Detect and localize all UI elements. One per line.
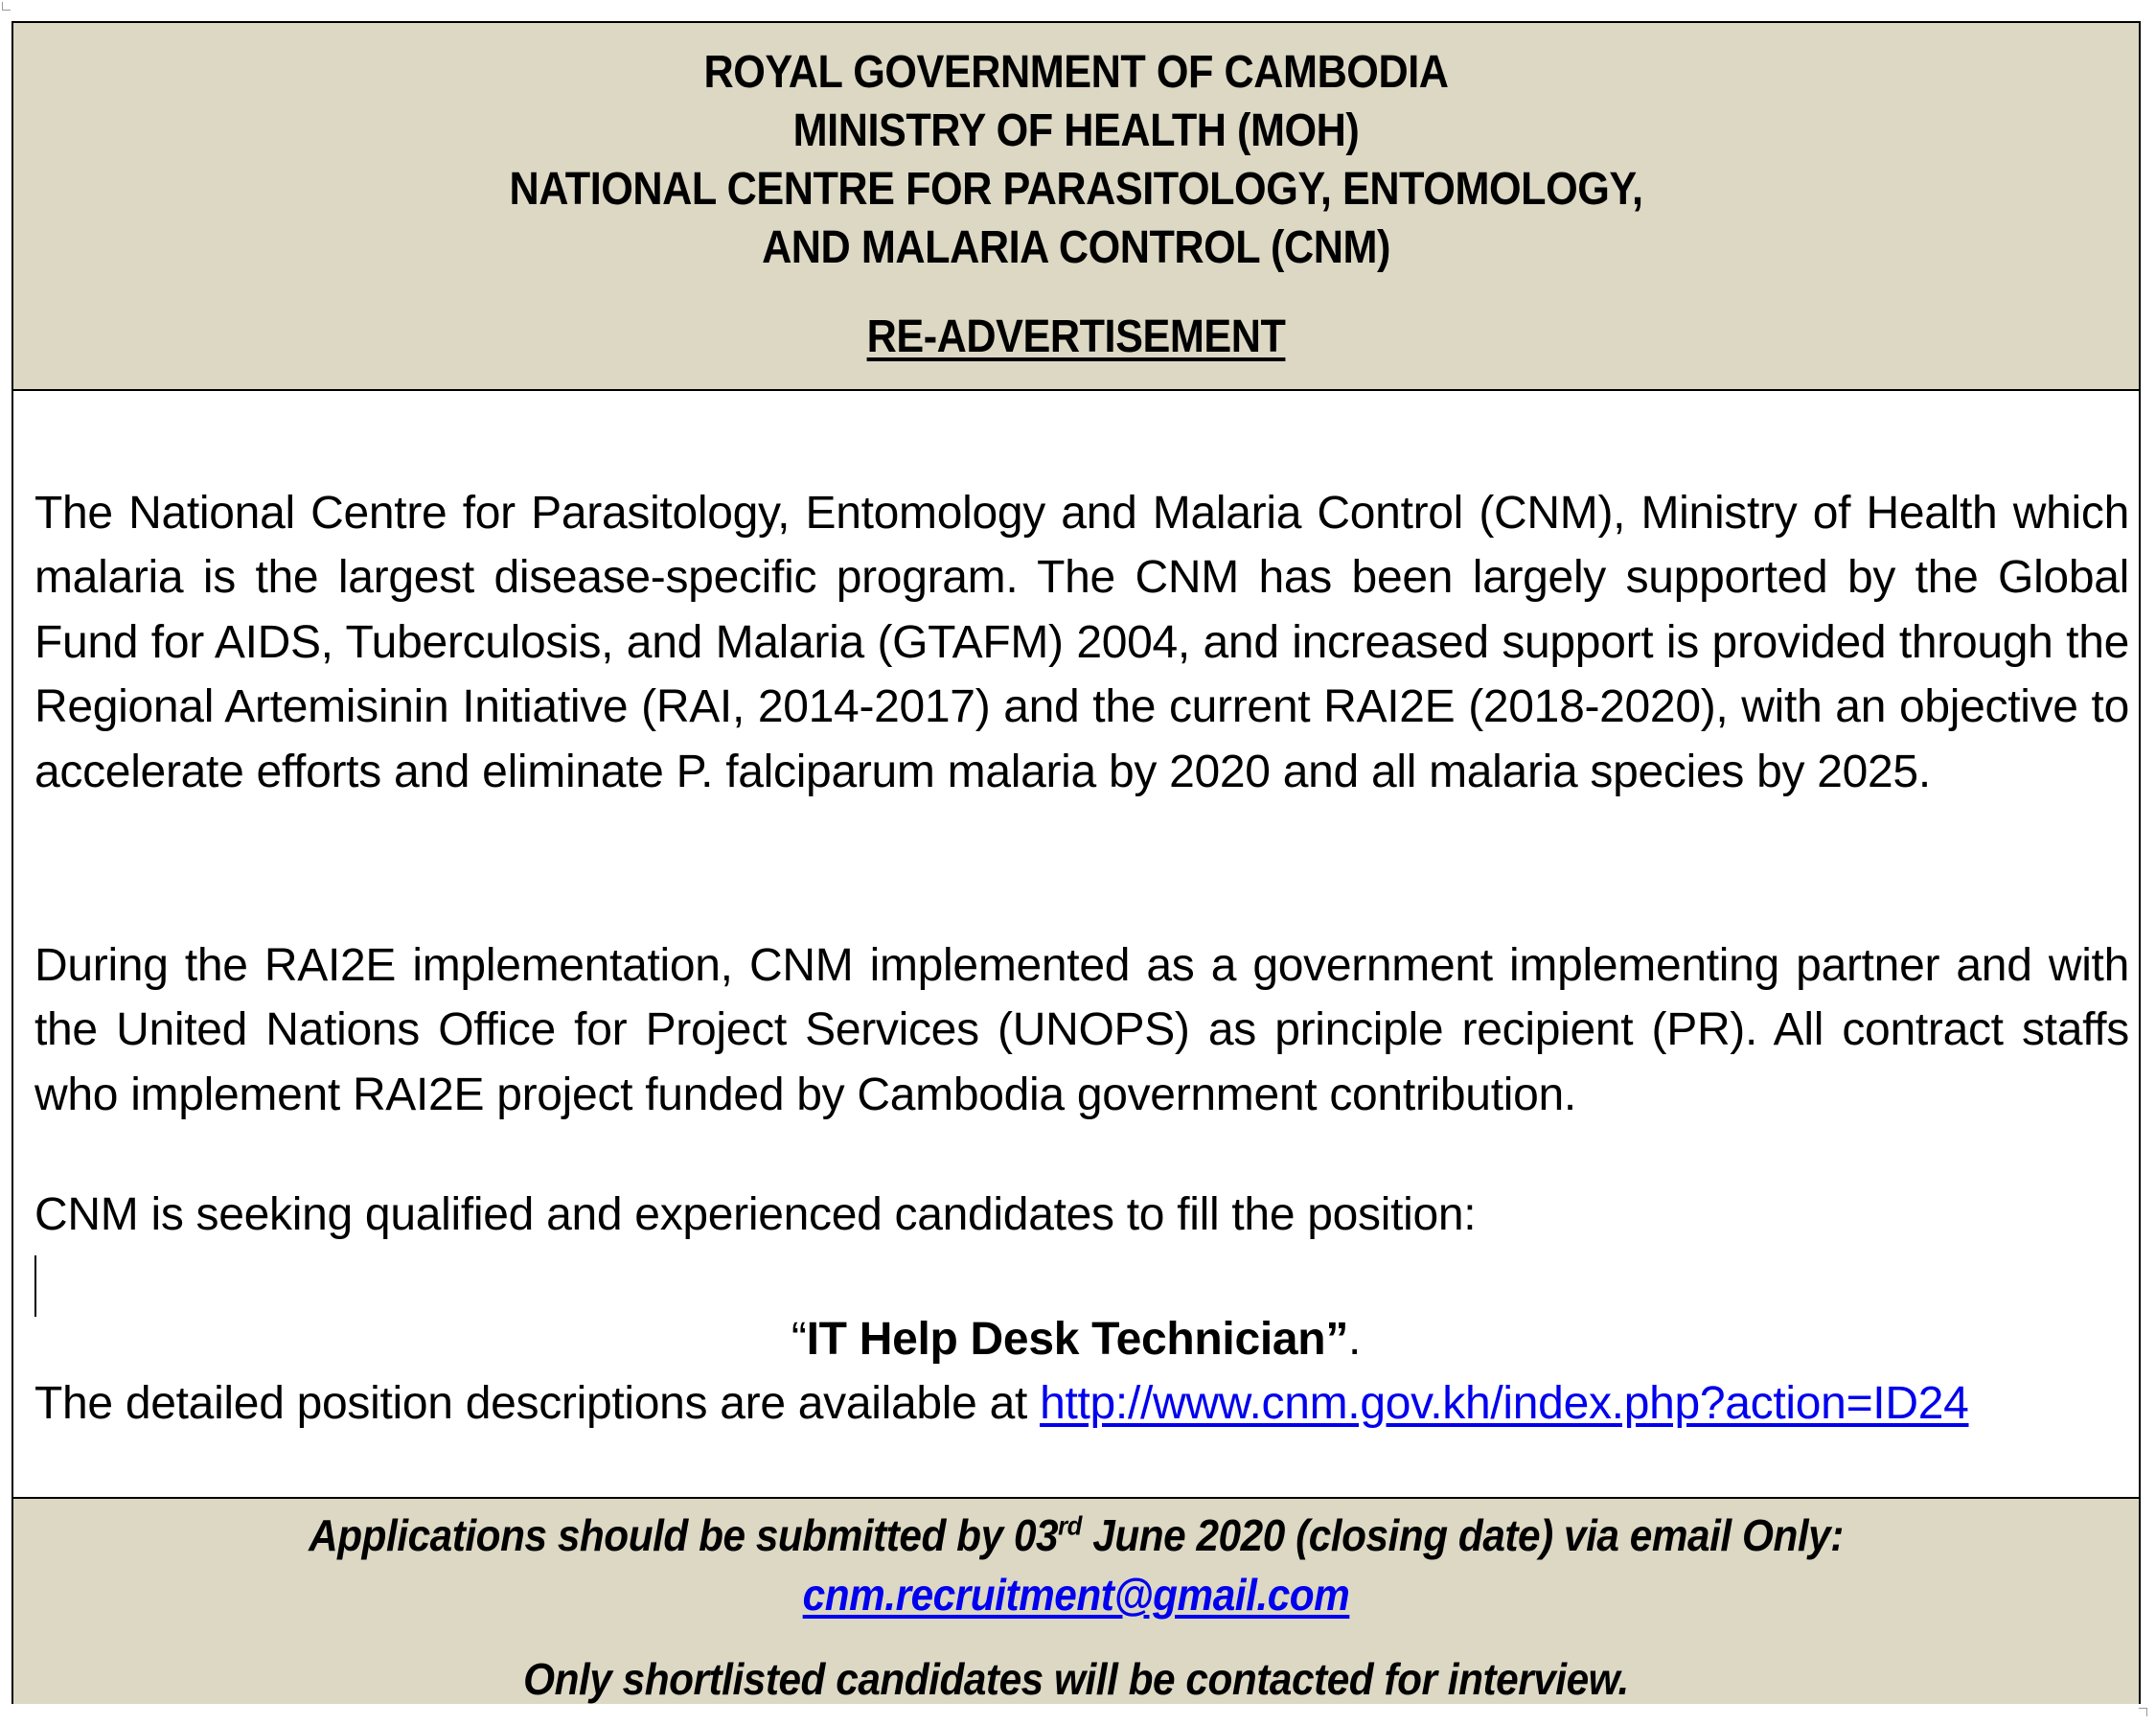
application-instructions — [99, 1508, 2054, 1562]
apply-text-end: June 2020 (closing date) via email Only: — [1081, 1510, 1844, 1560]
position-description-link[interactable]: http://www.cnm.gov.kh/index.php?action=ID24 — [1040, 1378, 1969, 1429]
apply-text-start: Applications should be submitted by 03 — [309, 1510, 1059, 1560]
position-title: IT Help Desk Technician — [806, 1314, 1326, 1365]
notice-title — [120, 310, 2032, 364]
page-corner-mark — [2, 2, 11, 11]
position-period: . — [1348, 1314, 1362, 1365]
seeking-statement: CNM is seeking qualified and experienced candidates to fill the position: — [34, 1189, 1477, 1240]
header-government: ROYAL GOVERNMENT OF CAMBODIA — [703, 47, 1449, 98]
advertisement-frame — [11, 21, 2141, 1704]
date-ordinal-suffix: rd — [1058, 1510, 1082, 1541]
intro-paragraph: The National Centre for Parasitology, Entomology and Malaria Control (CNM), Ministry of Health which malaria is the largest disease-specific program. The CNM has been largely supported by the Global Fund for AIDS, Tuberculosis, and Malaria (GTAFM) 2004, and increased support is provided through the Regional Artemisinin Initiative (RAI, 2014-2017) and the current RAI2E (2018-2020), with an objective to accelerate efforts and eliminate P. falciparum malaria by 2020 and all malaria species by 2025. — [34, 488, 2129, 797]
footer-band — [13, 1497, 2139, 1704]
header-band — [13, 23, 2139, 391]
shortlist-note: Only shortlisted candidates will be contacted for interview. — [523, 1654, 1629, 1704]
text-cursor — [34, 1255, 36, 1317]
header-centre: NATIONAL CENTRE FOR PARASITOLOGY, ENTOMOLOGY, — [509, 164, 1643, 215]
details-text: The detailed position descriptions are available at — [34, 1378, 1041, 1429]
open-quote: “ — [791, 1314, 807, 1365]
re-advertisement-heading: RE-ADVERTISEMENT — [866, 311, 1286, 362]
email-line — [99, 1568, 2054, 1622]
header-centre-continued: AND MALARIA CONTROL (CNM) — [762, 222, 1390, 273]
recruitment-email-link[interactable]: cnm.recruitment@gmail.com — [802, 1570, 1350, 1620]
position-line — [13, 1311, 2139, 1368]
advertisement-body — [13, 391, 2139, 1518]
implementation-paragraph: During the RAI2E implementation, CNM implemented as a government implementing partner and with the United Nations Office for Project Services (UNOPS) as principle recipient (PR). All contract staffs who implement RAI2E project funded by Cambodia government contribution. — [34, 940, 2129, 1120]
page-corner-mark — [2139, 1708, 2147, 1716]
details-line — [34, 1375, 1969, 1433]
close-quote: ” — [1325, 1314, 1349, 1365]
header-ministry: MINISTRY OF HEALTH (MOH) — [792, 105, 1360, 156]
